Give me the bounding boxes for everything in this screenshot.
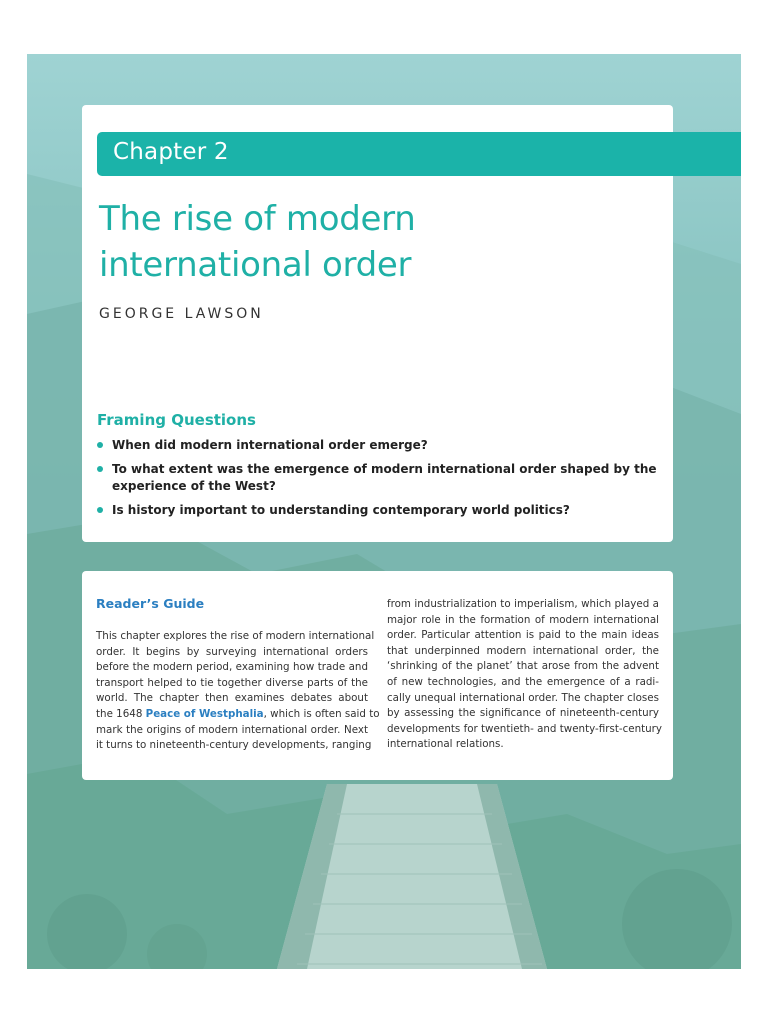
text-line: of new technologies, and the emergence of a radi- xyxy=(387,675,659,688)
bullet-dot-icon xyxy=(97,466,103,472)
readers-guide-left-column xyxy=(96,629,380,754)
text-line: major role in the formation of modern international xyxy=(387,613,659,626)
text-line: order. Particular attention is paid to the main ideas xyxy=(387,629,659,642)
readers-guide-right-column xyxy=(387,597,662,753)
chapter-title-line: international order xyxy=(99,245,412,285)
text-line: mark the origins of modern international order. Next xyxy=(96,723,368,736)
text-line: developments for twentieth- and twenty-first-century xyxy=(387,722,662,735)
framing-questions-list xyxy=(97,437,657,526)
chapter-title-line: The rise of modern xyxy=(99,199,416,239)
text-line: ‘shrinking of the planet’ that arose from the advent xyxy=(387,660,659,673)
framing-question: Is history important to understanding contemporary world politics? xyxy=(97,502,657,519)
text-line: order. It begins by surveying international orders xyxy=(96,645,368,658)
text-line: before the modern period, examining how trade and xyxy=(96,661,368,674)
text-line: it turns to nineteenth-century developments, ranging xyxy=(96,739,372,752)
text-line: This chapter explores the rise of modern international xyxy=(96,630,375,642)
text-line: transport helped to tie together diverse parts of the xyxy=(96,676,368,689)
chapter-title xyxy=(99,196,619,288)
chapter-banner xyxy=(97,132,741,176)
text-line: by assessing the significance of nineteenth-century xyxy=(387,707,659,720)
author-name: GEORGE LAWSON xyxy=(99,306,264,322)
chapter-number: Chapter 2 xyxy=(113,139,229,165)
text-line: that underpinned modern international order, the xyxy=(387,644,659,657)
text-line: cally unequal international order. The chapter closes xyxy=(387,691,659,704)
readers-guide-heading: Reader’s Guide xyxy=(96,596,205,611)
text-line: the 1648 Peace of Westphalia, which is often said to xyxy=(96,707,380,720)
peace-of-westphalia-link[interactable]: Peace of Westphalia xyxy=(145,707,264,720)
framing-question: When did modern international order emerge? xyxy=(97,437,657,454)
text-line: international relations. xyxy=(387,738,504,751)
text-line: world. The chapter then examines debates about xyxy=(96,692,368,705)
framing-questions-heading: Framing Questions xyxy=(97,411,256,429)
bullet-dot-icon xyxy=(97,442,103,448)
text-line: from industrialization to imperialism, which played a xyxy=(387,598,659,610)
framing-question: To what extent was the emergence of modern international order shaped by the experience of the West? xyxy=(97,461,657,495)
bullet-dot-icon xyxy=(97,507,103,513)
